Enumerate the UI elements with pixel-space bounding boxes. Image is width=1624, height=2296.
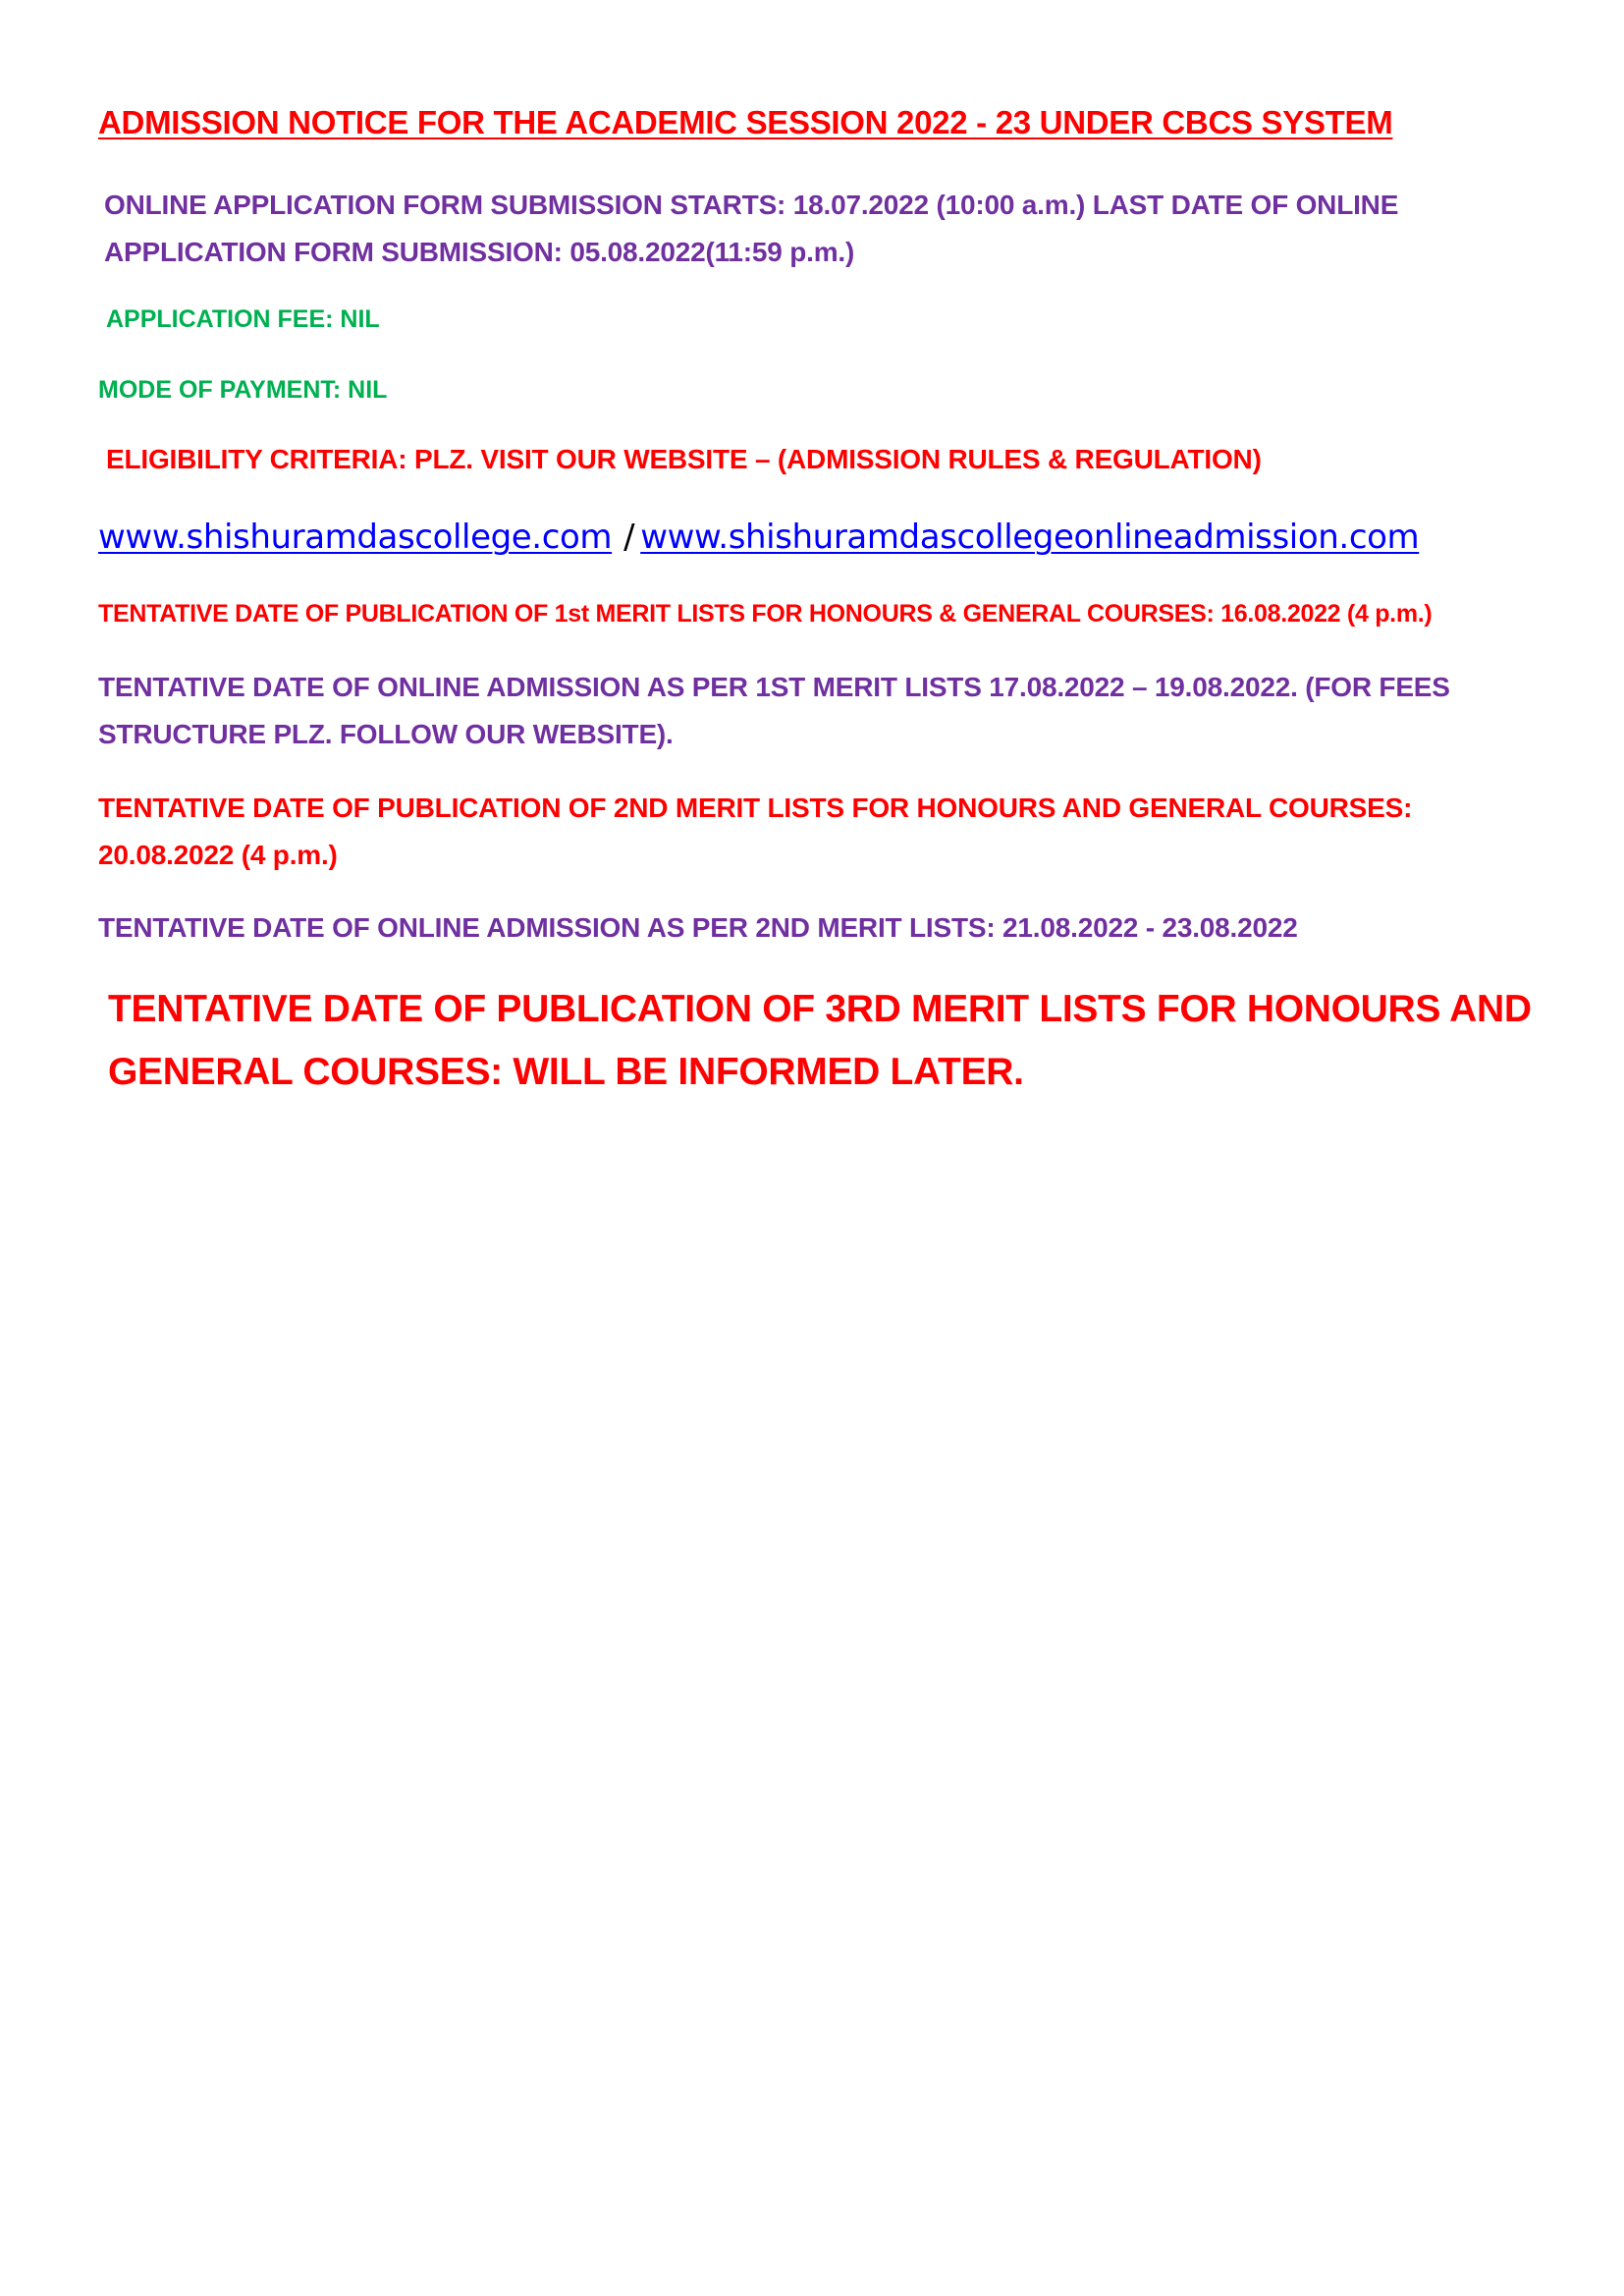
college-website-link[interactable]: www.shishuramdascollege.com	[98, 518, 613, 557]
notice-title: ADMISSION NOTICE FOR THE ACADEMIC SESSION 2022 - 23 UNDER CBCS SYSTEM	[98, 104, 1393, 140]
online-application-dates: ONLINE APPLICATION FORM SUBMISSION STARTS: 18.07.2022 (10:00 a.m.) LAST DATE OF ONLINE APPLICATION FORM SUBMISSION: 05.08.2022(11:59 p.m.)	[104, 190, 1399, 267]
link-separator: /	[623, 518, 635, 557]
first-merit-list-date: TENTATIVE DATE OF PUBLICATION OF 1st MERIT LISTS FOR HONOURS & GENERAL COURSES: 16.08.2022 (4 p.m.)	[98, 600, 1433, 628]
eligibility-criteria: ELIGIBILITY CRITERIA: PLZ. VISIT OUR WEBSITE – (ADMISSION RULES & REGULATION)	[106, 444, 1262, 474]
mode-of-payment: MODE OF PAYMENT: NIL	[98, 376, 388, 404]
website-links	[98, 516, 1551, 559]
first-admission-dates: TENTATIVE DATE OF ONLINE ADMISSION AS PER 1ST MERIT LISTS 17.08.2022 – 19.08.2022. (FOR FEES STRUCTURE PLZ. FOLLOW OUR WEBSITE).	[98, 672, 1450, 749]
online-admission-website-link[interactable]: www.shishuramdascollegeonlineadmission.com	[640, 518, 1420, 557]
second-merit-list-date: TENTATIVE DATE OF PUBLICATION OF 2ND MERIT LISTS FOR HONOURS AND GENERAL COURSES: 20.08.2022 (4 p.m.)	[98, 793, 1413, 870]
second-admission-dates: TENTATIVE DATE OF ONLINE ADMISSION AS PER 2ND MERIT LISTS: 21.08.2022 - 23.08.2022	[98, 912, 1298, 943]
third-merit-list-notice: TENTATIVE DATE OF PUBLICATION OF 3RD MERIT LISTS FOR HONOURS AND GENERAL COURSES: WILL BE INFORMED LATER.	[108, 988, 1532, 1093]
application-fee: APPLICATION FEE: NIL	[106, 305, 380, 333]
